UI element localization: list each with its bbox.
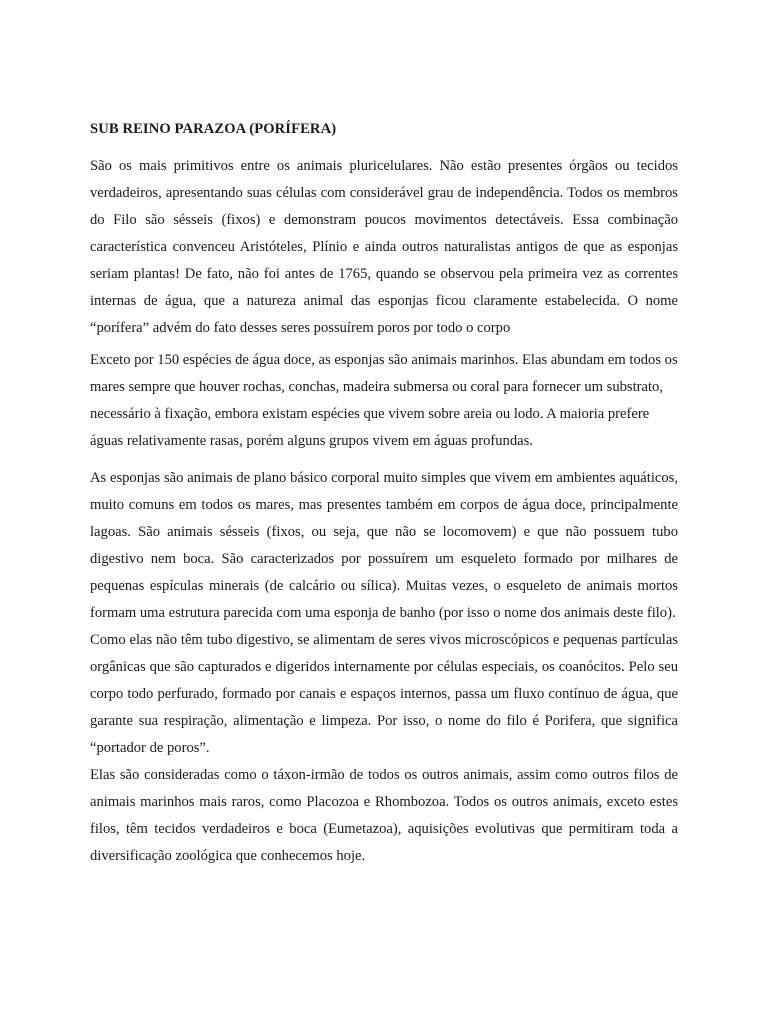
paragraph-evolution: Elas são consideradas como o táxon-irmão de todos os outros animais, assim como outros filos de animais marinhos mais raros, como Placozoa e Rhombozoa. Todos os outros animais, exceto estes filos, têm tecidos verdadeiros e boca (Eumetazoa), aquisições evolutivas que permitiram toda a diversificação zoológica que conhecemos hoje. bbox=[90, 767, 678, 864]
paragraph-feeding: Como elas não têm tubo digestivo, se alimentam de seres vivos microscópicos e pequenas partículas orgânicas que são capturados e digeridos internamente por células especiais, os coanócitos. Pelo seu corpo todo perfurado, formado por canais e espaços internos, passa um fluxo contínuo de água, que garante sua respiração, alimentação e limpeza. Por isso, o nome do filo é Porifera, que significa “portador de poros”. bbox=[90, 632, 678, 756]
paragraph-intro: São os mais primitivos entre os animais pluricelulares. Não estão presentes órgãos ou tecidos verdadeiros, apresentando suas células com considerável grau de independência. Todos os membros do Filo são sésseis (fixos) e demonstram poucos movimentos detectáveis. Essa combinação característica convenceu Aristóteles, Plínio e ainda outros naturalistas antigos de que as esponjas seriam plantas! De fato, não foi antes de 1765, quando se observou pela primeira vez as correntes internas de água, que a natureza animal das esponjas ficou claramente estabelecida. O nome “porífera” advém do fato desses seres possuírem poros por todo o corpo bbox=[90, 158, 678, 336]
paragraph-body-plan: As esponjas são animais de plano básico corporal muito simples que vivem em ambientes aquáticos, muito comuns em todos os mares, mas presentes também em corpos de água doce, principalmente lagoas. São animais sésseis (fixos, ou seja, que não se locomovem) e que não possuem tubo digestivo nem boca. São caracterizados por possuírem um esqueleto formado por milhares de pequenas espículas minerais (de calcário ou sílica). Muitas vezes, o esqueleto de animais mortos formam uma estrutura parecida com uma esponja de banho (por isso o nome dos animais deste filo). bbox=[90, 470, 678, 621]
document-heading: SUB REINO PARAZOA (PORÍFERA) bbox=[90, 121, 337, 137]
paragraph-habitat: Exceto por 150 espécies de água doce, as esponjas são animais marinhos. Elas abundam em todos os mares sempre que houver rochas, conchas, madeira submersa ou coral para fornecer um substrato, necessário à fixação, embora existam espécies que vivem sobre areia ou lodo. A maioria prefere águas relativamente rasas, porém alguns grupos vivem em águas profundas. bbox=[90, 352, 678, 449]
document-page bbox=[90, 117, 678, 870]
